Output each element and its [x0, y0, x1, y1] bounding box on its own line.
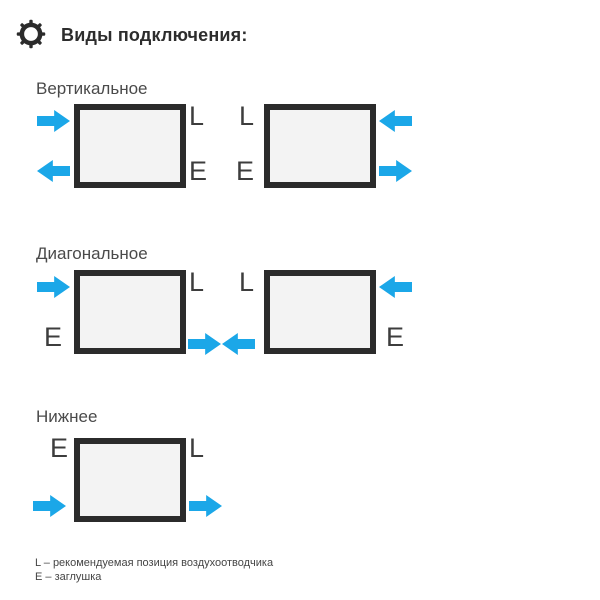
- flow-out-arrow: [379, 160, 412, 182]
- legend-line-l: L – рекомендуемая позиция воздухоотводчика: [35, 557, 274, 569]
- port-label-e: E: [235, 156, 254, 186]
- flow-in-arrow: [37, 276, 70, 298]
- radiator-body: [74, 270, 186, 354]
- gear-icon: [16, 19, 46, 49]
- flow-out-arrow: [37, 160, 70, 182]
- port-label-e: E: [44, 322, 63, 352]
- flow-in-arrow: [33, 495, 66, 517]
- section-label: Вертикальное: [36, 79, 148, 98]
- port-label-e: E: [386, 322, 405, 352]
- flow-out-arrow: [222, 333, 255, 355]
- page-title: Виды подключения:: [61, 25, 248, 45]
- radiator-body: [74, 438, 186, 522]
- port-label-l: L: [238, 101, 254, 131]
- radiator-body: [264, 270, 376, 354]
- port-label-l: L: [189, 433, 205, 463]
- port-label-l: L: [238, 267, 254, 297]
- flow-out-arrow: [188, 333, 221, 355]
- port-label-e: E: [49, 433, 68, 463]
- section-label: Диагональное: [36, 244, 148, 263]
- legend-line-e: E – заглушка: [35, 571, 102, 583]
- flow-in-arrow: [37, 110, 70, 132]
- port-label-l: L: [189, 101, 205, 131]
- port-label-l: L: [189, 267, 205, 297]
- flow-out-arrow: [189, 495, 222, 517]
- radiator-body: [264, 104, 376, 188]
- flow-in-arrow: [379, 276, 412, 298]
- flow-in-arrow: [379, 110, 412, 132]
- section-label: Нижнее: [36, 407, 98, 426]
- port-label-e: E: [189, 156, 208, 186]
- radiator-body: [74, 104, 186, 188]
